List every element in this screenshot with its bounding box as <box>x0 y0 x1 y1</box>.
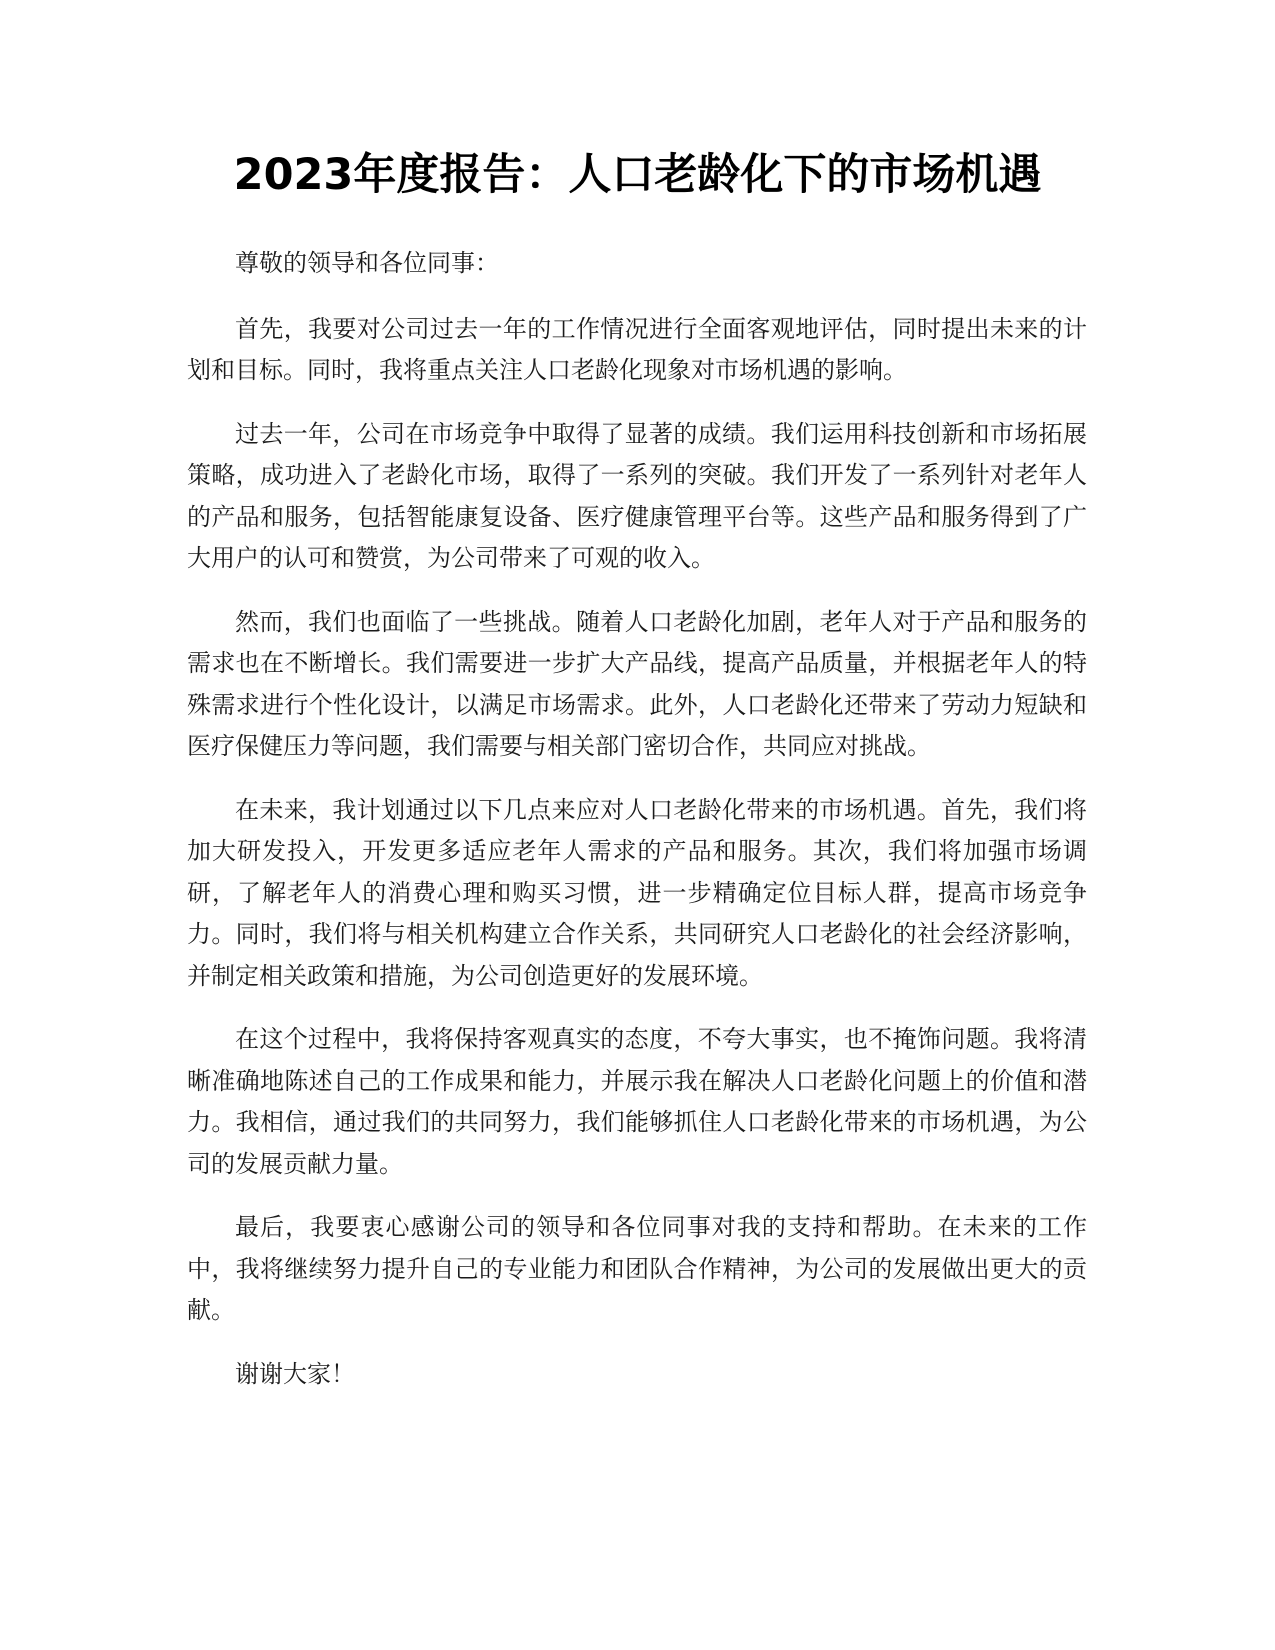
document-body <box>187 243 1087 1417</box>
paragraph-challenges: 然而，我们也面临了一些挑战。随着人口老龄化加剧，老年人对于产品和服务的需求也在不断增长。我们需要进一步扩大产品线，提高产品质量，并根据老年人的特殊需求进行个性化设计，以满足市场需求。此外，人口老龄化还带来了劳动力短缺和医疗保健压力等问题，我们需要与相关部门密切合作，共同应对挑战。 <box>187 607 1087 760</box>
salutation: 尊敬的领导和各位同事： <box>235 249 499 277</box>
document-title: 2023年度报告：人口老龄化下的市场机遇 <box>233 150 1042 200</box>
paragraph-intro: 首先，我要对公司过去一年的工作情况进行全面客观地评估，同时提出未来的计划和目标。同时，我将重点关注人口老龄化现象对市场机遇的影响。 <box>187 314 1087 384</box>
paragraph-thanks: 最后，我要衷心感谢公司的领导和各位同事对我的支持和帮助。在未来的工作中，我将继续努力提升自己的专业能力和团队合作精神，为公司的发展做出更大的贡献。 <box>187 1213 1087 1324</box>
paragraph-attitude: 在这个过程中，我将保持客观真实的态度，不夸大事实，也不掩饰问题。我将清晰准确地陈述自己的工作成果和能力，并展示我在解决人口老龄化问题上的价值和潜力。我相信，通过我们的共同努力，我们能够抓住人口老龄化带来的市场机遇，为公司的发展贡献力量。 <box>187 1025 1087 1178</box>
paragraph-achievements: 过去一年，公司在市场竞争中取得了显著的成绩。我们运用科技创新和市场拓展策略，成功进入了老龄化市场，取得了一系列的突破。我们开发了一系列针对老年人的产品和服务，包括智能康复设备、医疗健康管理平台等。这些产品和服务得到了广大用户的认可和赞赏，为公司带来了可观的收入。 <box>187 419 1087 572</box>
paragraph-future-plan: 在未来，我计划通过以下几点来应对人口老龄化带来的市场机遇。首先，我们将加大研发投入，开发更多适应老年人需求的产品和服务。其次，我们将加强市场调研，了解老年人的消费心理和购买习惯，进一步精确定位目标人群，提高市场竞争力。同时，我们将与相关机构建立合作关系，共同研究人口老龄化的社会经济影响，并制定相关政策和措施，为公司创造更好的发展环境。 <box>187 795 1087 990</box>
closing: 谢谢大家！ <box>235 1359 355 1388</box>
